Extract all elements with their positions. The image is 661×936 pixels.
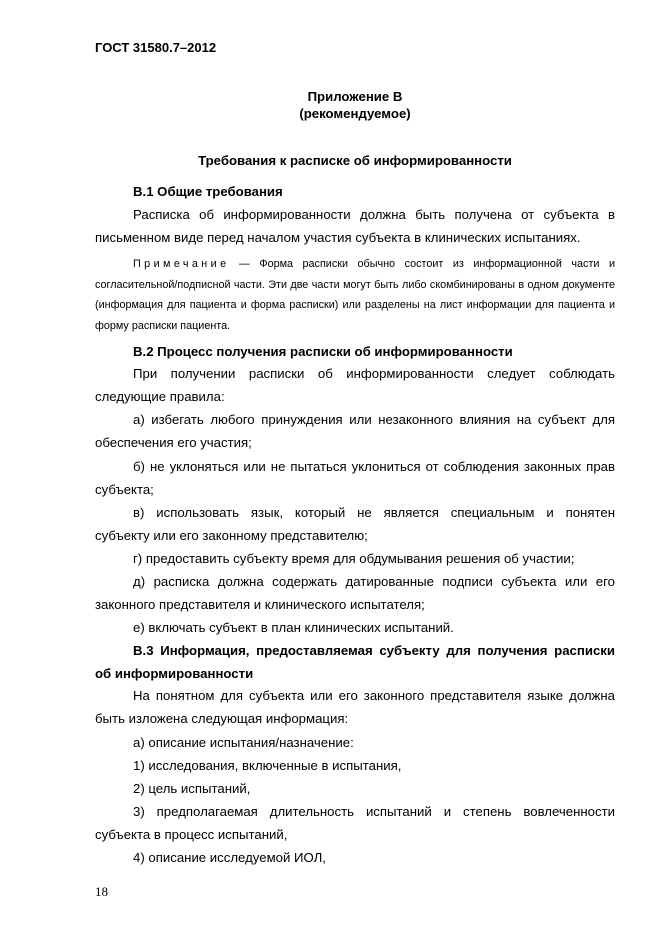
rule-a-line-1: а) избегать любого принуждения или незаконного влияния на субъект для	[133, 412, 615, 427]
rule-e-line-1: д) расписка должна содержать датированные подписи субъекта или его	[133, 574, 615, 589]
section-b2-intro-line-1: При получении расписки об информированности следует соблюдать	[133, 366, 615, 381]
item-1-line-1: 1) исследования, включенные в испытания,	[133, 758, 402, 773]
section-b3-intro-line-1: На понятном для субъекта или его законного представителя языке должна	[133, 688, 615, 703]
note-text: — Форма расписки обычно состоит из информационной части и согласительной/подписной части. Эти две части могут быть либо скомбинированы в одном документе (информация для пациента и форма расписки) или разделены на лист информации для пациента и форму расписки пациента.	[95, 258, 615, 332]
section-b3-heading-line-2: об информированности	[95, 666, 254, 681]
item-3-line-2: субъекта в процесс испытаний,	[95, 827, 288, 842]
section-b3-intro-line-2: быть изложена следующая информация:	[95, 711, 349, 726]
section-b1-paragraph-line-2: письменном виде перед началом участия субъекта в клинических испытаниях.	[95, 230, 581, 245]
annex-title: Приложение В	[307, 89, 403, 104]
section-b1-paragraph-line-1: Расписка об информированности должна быть получена от субъекта в	[133, 207, 615, 222]
item-2-line-1: 2) цель испытаний,	[133, 781, 251, 796]
item-3-line-1: 3) предполагаемая длительность испытаний и степень вовлеченности	[133, 804, 615, 819]
section-b1-heading: В.1 Общие требования	[133, 184, 283, 199]
section-b2-intro-line-2: следующие правила:	[95, 389, 225, 404]
rule-a-line-2: обеспечения его участия;	[95, 435, 252, 450]
rule-b-line-1: б) не уклоняться или не пытаться уклониться от соблюдения законных прав	[133, 459, 615, 474]
rule-b-line-2: субъекта;	[95, 482, 154, 497]
rule-c-line-2: субъекту или его законному представителю;	[95, 528, 368, 543]
section-b1-note	[95, 254, 615, 336]
rule-d-line-1: г) предоставить субъекту время для обдумывания решения об участии;	[133, 551, 575, 566]
section-b2-heading: В.2 Процесс получения расписки об информированности	[133, 344, 513, 359]
rule-f-line-1: е) включать субъект в план клинических испытаний.	[133, 620, 454, 635]
rule-e-line-2: законного представителя и клинического испытателя;	[95, 597, 425, 612]
annex-subtitle: (рекомендуемое)	[299, 106, 411, 121]
page-number: 18	[95, 884, 108, 899]
annex-heading: Требования к расписке об информированности	[198, 153, 512, 168]
note-label: Примечание	[133, 258, 230, 270]
section-b3-heading-line-1: В.3 Информация, предоставляемая субъекту для получения расписки	[133, 643, 615, 658]
rule-c-line-1: в) использовать язык, который не является специальным и понятен	[133, 505, 615, 520]
standard-number: ГОСТ 31580.7–2012	[95, 40, 217, 55]
item-a-line-1: а) описание испытания/назначение:	[133, 735, 354, 750]
item-4-line-1: 4) описание исследуемой ИОЛ,	[133, 850, 326, 865]
